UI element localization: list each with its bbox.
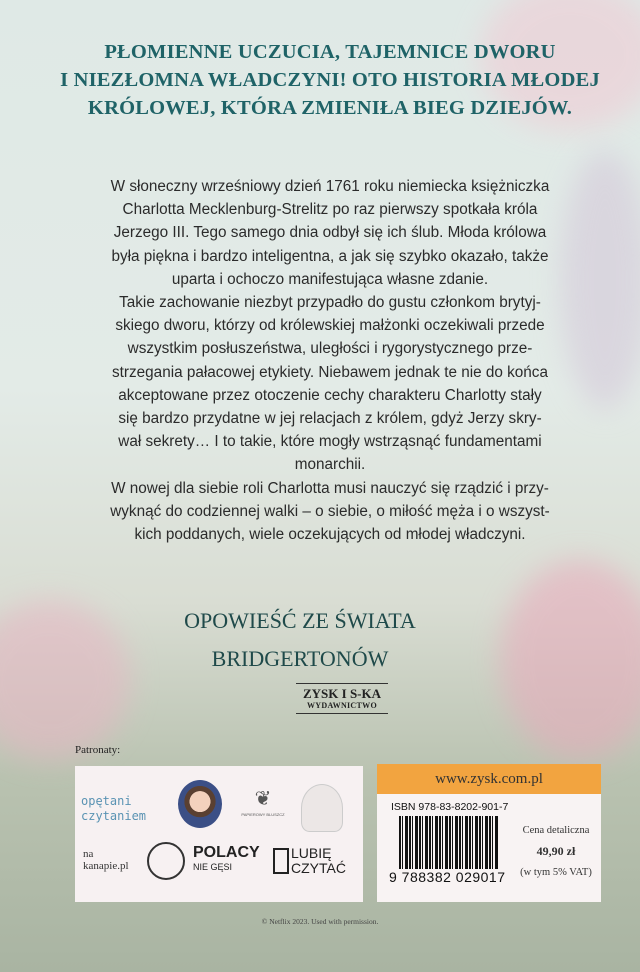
blurb-line: Charlotta Mecklenburg-Strelitz po raz pierwszy spotkała króla [122, 201, 538, 219]
headline-line: KRÓLOWEJ, KTÓRA ZMIENIŁA BIEG DZIEJÓW. [87, 97, 573, 119]
barcode-card [377, 764, 601, 902]
headline-line: I NIEZŁOMNA WŁADCZYNI! OTO HISTORIA MŁODEJ [60, 69, 600, 91]
publisher-logo [296, 683, 388, 714]
blurb-line: wyknąć do codziennej walki – o siebie, o miłość męża i o wszyst- [110, 502, 550, 520]
blurb-line: W słoneczny wrześniowy dzień 1761 roku niemiecka księżniczka [110, 178, 550, 195]
logo-text: NIE GĘSI [193, 862, 233, 872]
headline [60, 38, 600, 122]
blurb-line: była piękna i bardzo inteligentna, a jak się szybko okazało, także [111, 247, 549, 265]
opetani-czytaniem-logo [81, 794, 146, 824]
blurb-line: wał sekrety… I to takie, które mogły wstrząsnąć fundamentami [118, 433, 542, 451]
blurb-line: skiego dworu, którzy od królewskiej małżonki oczekiwali przede [115, 317, 545, 335]
flower-decoration [500, 560, 640, 760]
publisher-sub: WYDAWNICTWO [307, 701, 377, 710]
blurb-line: uparta i ochoczo manifestująca własne zdanie. [171, 270, 489, 288]
blurb-line: akceptowane przez otoczenie cechy charakteru Charlotty stały [118, 386, 542, 404]
avatar-logo [178, 780, 222, 828]
copyright: © Netflix 2023. Used with permission. [261, 917, 379, 926]
nakanapie-logo [83, 848, 129, 872]
barcode [399, 816, 499, 874]
logo-text: czytaniem [81, 809, 147, 823]
price-label: Cena detaliczna [522, 825, 590, 836]
series-line: OPOWIEŚĆ ZE ŚWIATA [184, 608, 416, 633]
book-icon [273, 848, 289, 874]
headline-line: PŁOMIENNE UCZUCIA, TAJEMNICE DWORU [104, 41, 556, 63]
ean-number: 9 788382 029017 [389, 869, 506, 885]
lubie-czytac-logo [291, 846, 346, 876]
polacy-nie-gesi-logo [193, 846, 260, 874]
blurb-line: się bardzo przydatne w jej relacjach z królem, gdyż Jerzy skry- [118, 410, 542, 428]
blurb [80, 175, 580, 546]
blurb-line: kich poddanych, wiele oczekujących od młodej władczyni. [134, 526, 526, 544]
blurb-line: wszystkim posłuszeństwa, uległości i rygorystycznego prze- [127, 340, 533, 358]
blurb-line: strzegania pałacowej etykiety. Niebawem jednak te nie do końca [112, 363, 548, 381]
flower-decoration [0, 600, 130, 760]
spiral-icon [147, 842, 185, 880]
patrons-label: Patronaty: [75, 744, 121, 756]
blurb-line: W nowej dla siebie roli Charlotta musi nauczyć się rządzić i przy- [111, 479, 549, 497]
patrons-panel [75, 766, 363, 902]
vat-note: (w tym 5% VAT) [520, 867, 592, 878]
series-title [140, 602, 460, 678]
publisher-name: ZYSK I S-KA [302, 686, 382, 701]
logo-text: CZYTAĆ [291, 860, 346, 876]
logo-text: LUBIĘ [291, 845, 332, 861]
blurb-line: monarchii. [294, 456, 366, 474]
price-value: 49,90 zł [536, 844, 576, 858]
logo-text: opętani [81, 794, 132, 808]
blurb-line: Jerzego III. Tego samego dnia odbył się ich ślub. Młoda królowa [113, 224, 547, 242]
logo-text: POLACY [193, 844, 260, 861]
leaf-icon: ❦ [254, 788, 272, 810]
logo-text: kanapie.pl [83, 860, 129, 872]
price-block [513, 820, 599, 883]
blurb-line: Takie zachowanie niezbyt przypadło do gustu członkom brytyj- [119, 294, 541, 312]
logo-text: na [83, 848, 94, 860]
website-url: www.zysk.com.pl [377, 764, 601, 794]
illustration-logo [301, 784, 343, 832]
isbn: ISBN 978-83-8202-901-7 [391, 801, 509, 813]
papierowy-bluszcz-logo: PAPIEROWY BLUSZCZ [241, 812, 285, 817]
series-line: BRIDGERTONÓW [211, 646, 389, 671]
